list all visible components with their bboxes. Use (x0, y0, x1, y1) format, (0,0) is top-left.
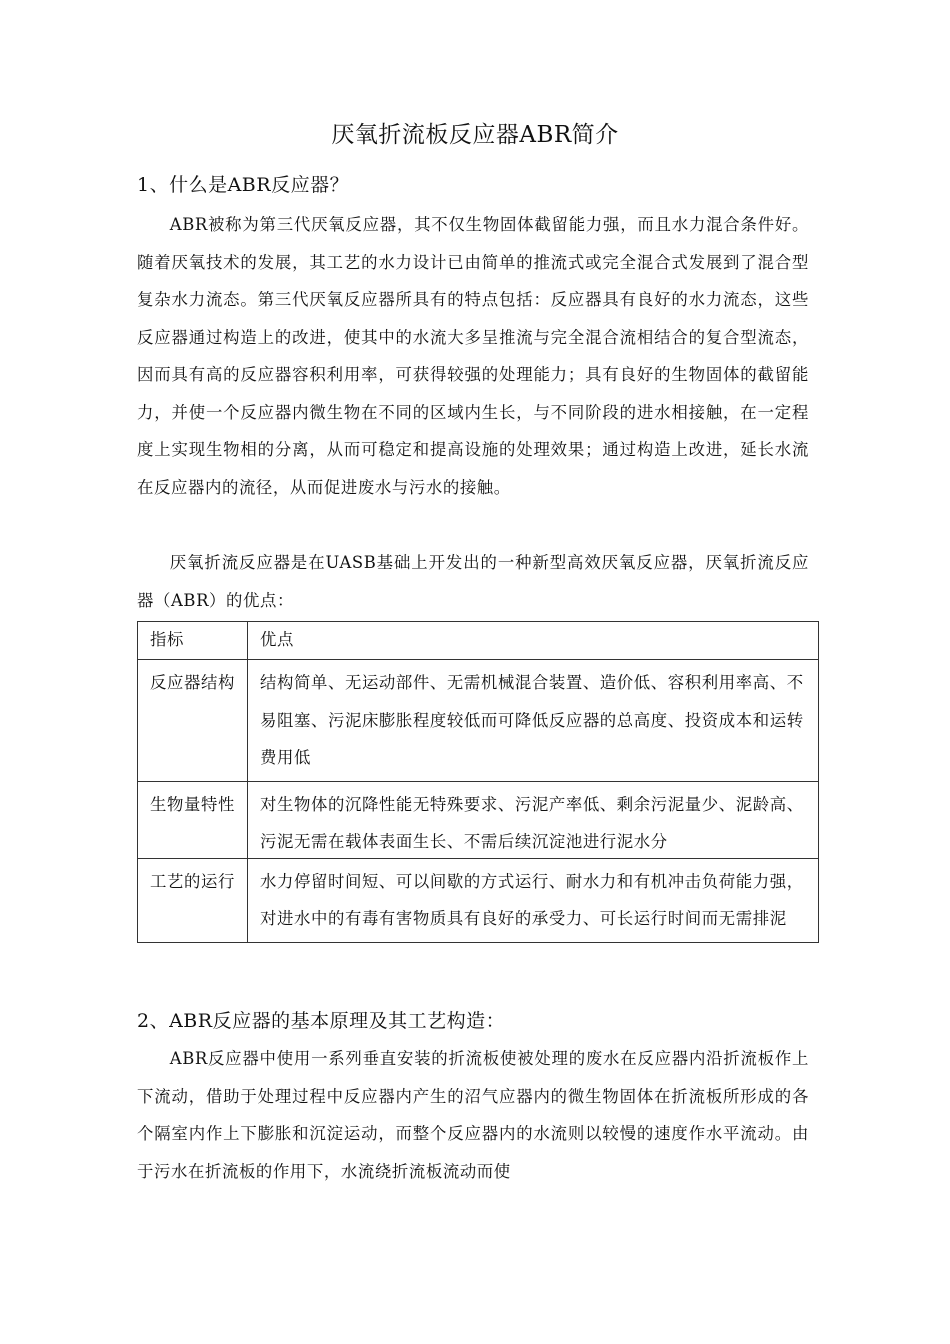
table-row-content-cell (248, 781, 819, 858)
table-row-content: 水力停留时间短、可以间歇的方式运行、耐水力和有机冲击负荷能力强，对进水中的有毒有害物质具有良好的承受力、可长运行时间而无需排泥 (248, 858, 819, 942)
table-header-advantages: 优点 (248, 622, 819, 660)
section-1-heading: 1、什么是ABR反应器？ (137, 174, 350, 196)
table-row (138, 660, 819, 782)
table-row-label: 反应器结构 (138, 660, 248, 782)
table-row-content: 结构简单、无运动部件、无需机械混合装置、造价低、容积利用率高、不易阻塞、污泥床膨胀程度较低而可降低反应器的总高度、投资成本和运转费用低 (248, 660, 819, 782)
document-title: 厌氧折流板反应器ABR简介 (331, 122, 619, 148)
section-2-paragraph-1: ABR反应器中使用一系列垂直安装的折流板使被处理的废水在反应器内沿折流板作上下流动，借助于处理过程中反应器内产生的沼气应器内的微生物固体在折流板所形成的各个隔室内作上下膨胀和沉淀运动，而整个反应器内的水流则以较慢的速度作水平流动。由于污水在折流板的作用下，水流绕折流板流动而使 (137, 1049, 809, 1181)
table-row-label: 生物量特性 (138, 781, 248, 858)
table-header-row (138, 622, 819, 660)
section-1-paragraph-2: 厌氧折流反应器是在UASB基础上开发出的一种新型高效厌氧反应器，厌氧折流反应器（ABR）的优点： (137, 553, 809, 610)
table-row (138, 858, 819, 942)
table-row-label: 工艺的运行 (138, 858, 248, 942)
section-2-heading: 2、ABR反应器的基本原理及其工艺构造： (137, 1010, 506, 1032)
section-1-paragraph-1: ABR被称为第三代厌氧反应器，其不仅生物固体截留能力强，而且水力混合条件好。随着厌氧技术的发展，其工艺的水力设计已由简单的推流式或完全混合式发展到了混合型复杂水力流态。第三代厌氧反应器所具有的特点包括：反应器具有良好的水力流态，这些反应器通过构造上的改进，使其中的水流大多呈推流与完全混合流相结合的复合型流态，因而具有高的反应器容积利用率，可获得较强的处理能力；具有良好的生物固体的截留能力，并使一个反应器内微生物在不同的区域内生长，与不同阶段的进水相接触，在一定程度上实现生物相的分离，从而可稳定和提高设施的处理效果；通过构造上改进，延长水流在反应器内的流径，从而促进废水与污水的接触。 (137, 215, 809, 497)
table-row-content: 对生物体的沉降性能无特殊要求、污泥产率低、剩余污泥量少、泥龄高、污泥无需在载体表面生长、不需后续沉淀池进行泥水分 (260, 794, 804, 851)
table-header-indicator: 指标 (138, 622, 248, 660)
table-row (138, 781, 819, 858)
advantages-table (137, 621, 819, 943)
